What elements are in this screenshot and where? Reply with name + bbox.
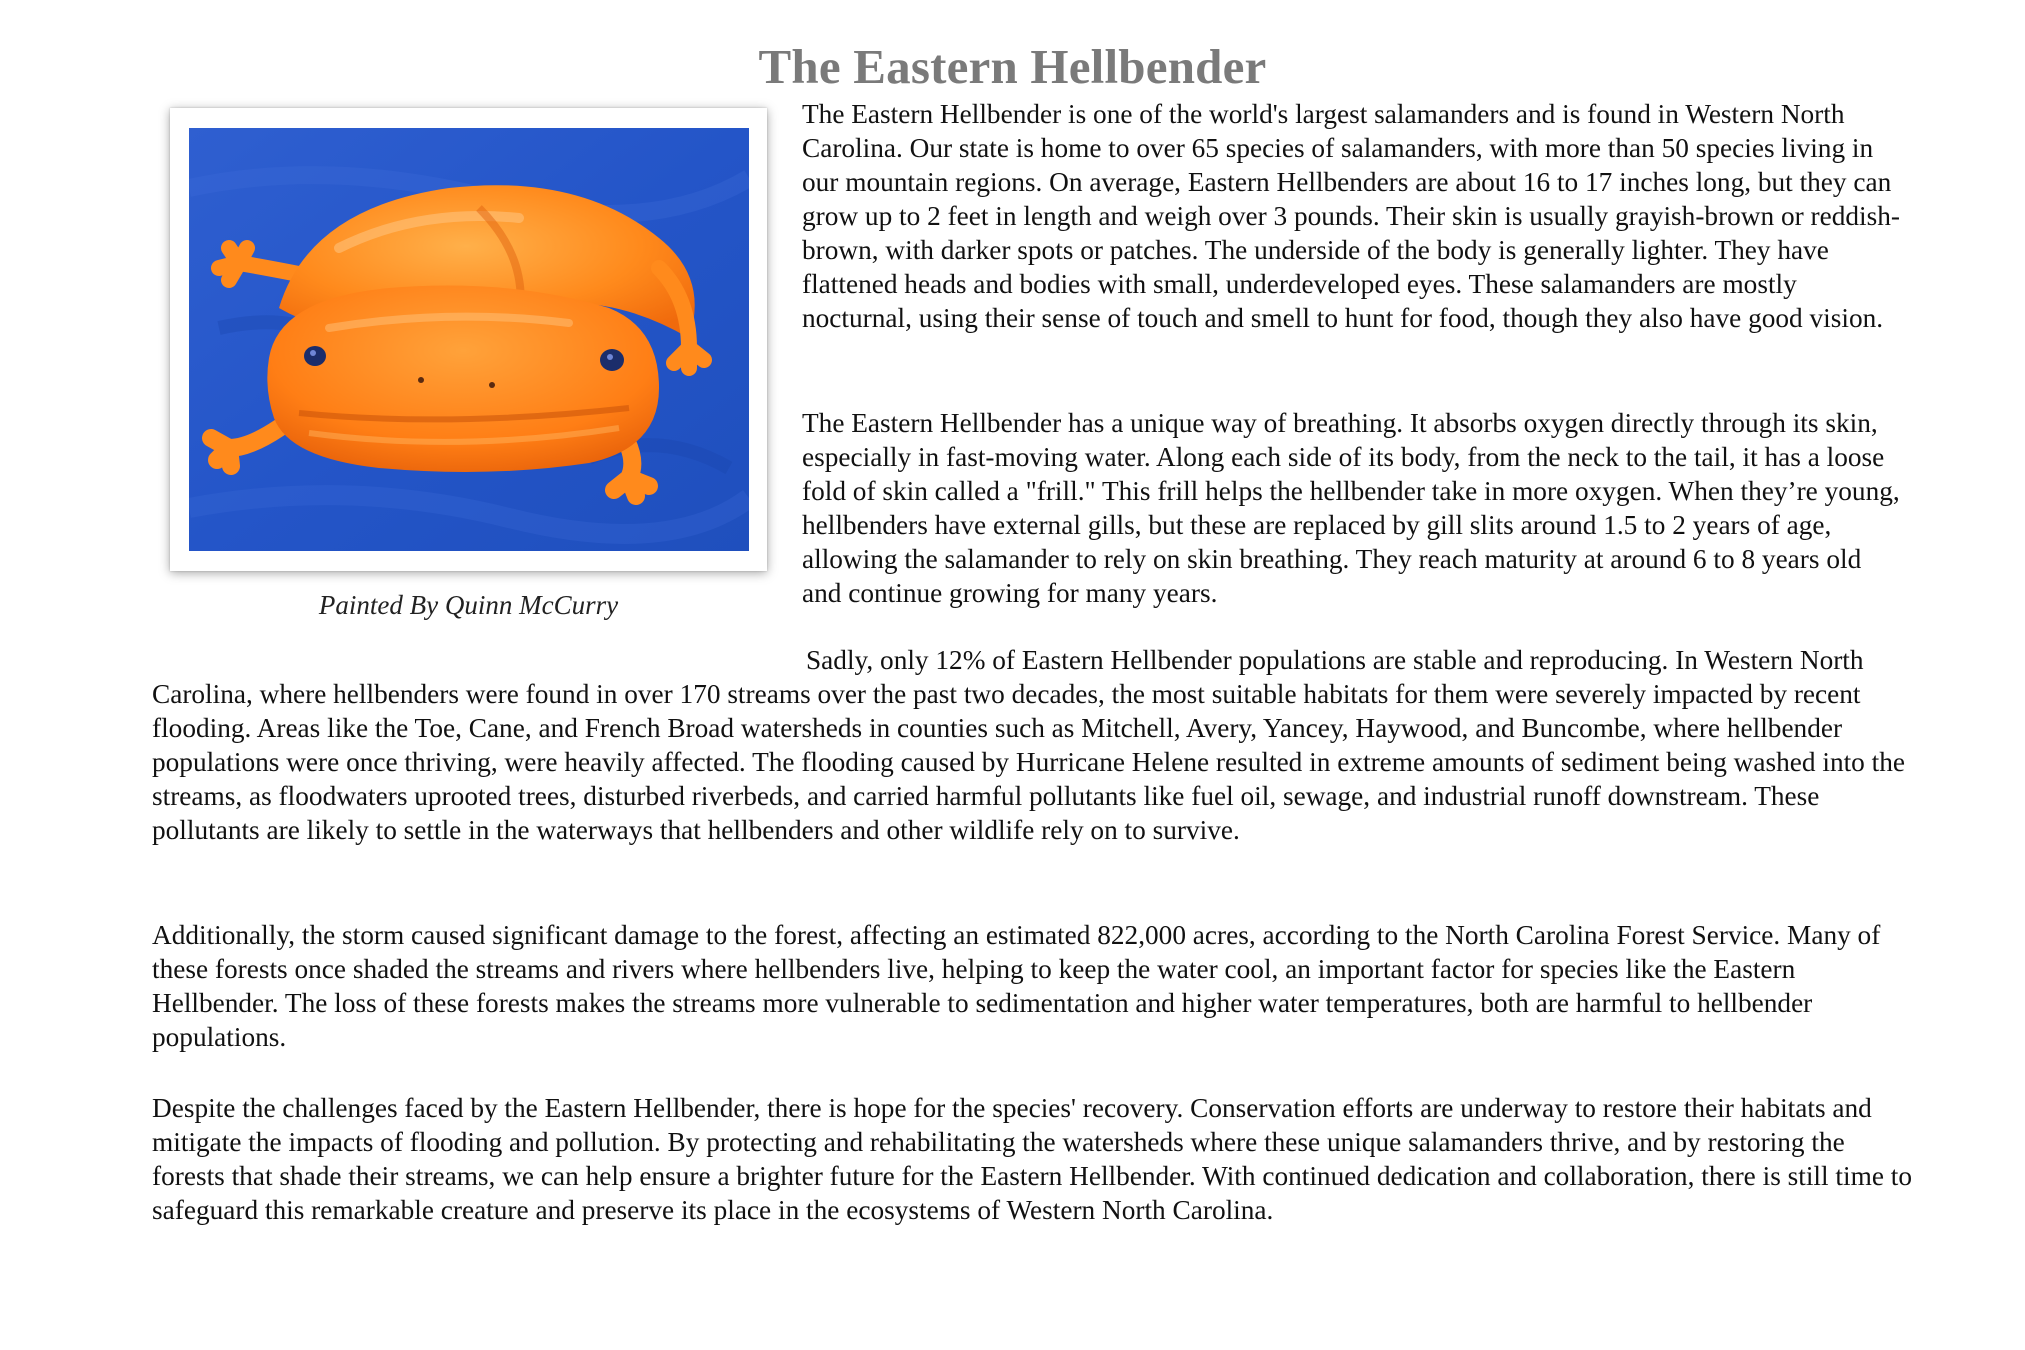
paragraph-populations: Sadly, only 12% of Eastern Hellbender populations are stable and reproducing. In Western North Carolina, where hellbenders were found in over 170 streams over the past two decades, the most suitable habitats for them were severely impacted by recent flooding. Areas like the Toe, Cane, and French Broad watersheds in counties such as Mitchell, Avery, Yancey, Haywood, and Buncombe, where hellbender populations were once thriving, were heavily affected. The flooding caused by Hurricane Helene resulted in extreme amounts of sediment being washed into the streams, as floodwaters uprooted trees, disturbed riverbeds, and carried harmful pollutants like fuel oil, sewage, and industrial runoff downstream. These pollutants are likely to settle in the waterways that hellbenders and other wildlife rely on to survive.: [152, 645, 1905, 845]
figure-caption: Painted By Quinn McCurry: [318, 590, 619, 620]
painting-frame: [170, 108, 767, 571]
paragraph-description: The Eastern Hellbender is one of the world's largest salamanders and is found in Western North Carolina. Our state is home to over 65 species of salamanders, with more than 50 species living in our mountain regions. On average, Eastern Hellbenders are about 16 to 17 inches long, but they can grow up to 2 feet in length and weigh over 3 pounds. Their skin is usually grayish-brown or reddish-brown, with darker spots or patches. The underside of the body is generally lighter. They have flattened heads and bodies with small, underdeveloped eyes. These salamanders are mostly nocturnal, using their sense of touch and smell to hunt for food, though they also have good vision.: [802, 99, 1901, 333]
page-title: The Eastern Hellbender: [758, 38, 1267, 94]
hellbender-painting-icon: [189, 128, 749, 551]
paragraph-forest-damage: Additionally, the storm caused significant damage to the forest, affecting an estimated 822,000 acres, according to the North Carolina Forest Service. Many of these forests once shaded the streams and rivers where hellbenders live, helping to keep the water cool, an important factor for species like the Eastern Hellbender. The loss of these forests makes the streams more vulnerable to sedimentation and higher water temperatures, both are harmful to hellbender populations.: [152, 920, 1881, 1052]
paragraph-breathing: The Eastern Hellbender has a unique way of breathing. It absorbs oxygen directly through its skin, especially in fast-moving water. Along each side of its body, from the neck to the tail, it has a loose fold of skin called a "frill." This frill helps the hellbender take in more oxygen. When they’re young, hellbenders have external gills, but these are replaced by gill slits around 1.5 to 2 years of age, allowing the salamander to rely on skin breathing. They reach maturity at around 6 to 8 years old and continue growing for many years.: [802, 408, 1900, 608]
paragraph-recovery: Despite the challenges faced by the Eastern Hellbender, there is hope for the species' recovery. Conservation efforts are underway to restore their habitats and mitigate the impacts of flooding and pollution. By protecting and rehabilitating the watersheds where these unique salamanders thrive, and by restoring the forests that shade their streams, we can help ensure a brighter future for the Eastern Hellbender. With continued dedication and collaboration, there is still time to safeguard this remarkable creature and preserve its place in the ecosystems of Western North Carolina.: [152, 1093, 1912, 1225]
